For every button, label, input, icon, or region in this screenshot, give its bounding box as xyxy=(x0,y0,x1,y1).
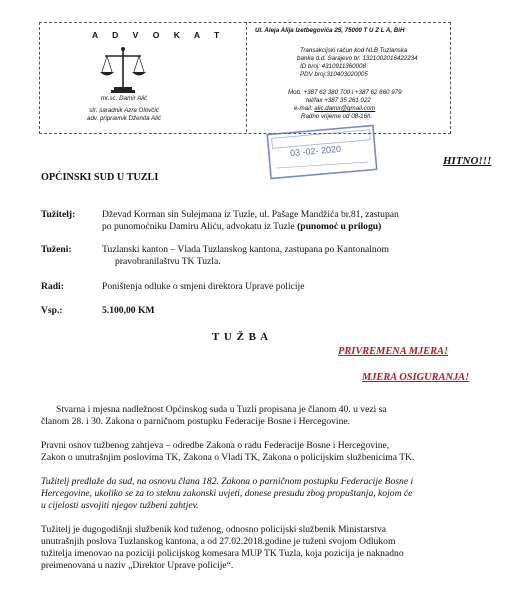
letterhead-associate: str. saradnik Azra Olovčić xyxy=(89,107,159,114)
para-4-line-2: unutrašnjih poslova Tuzlanskog kantona, a od 27.02.2018.godine je tuženi svojom Odlukom xyxy=(41,536,396,547)
para-3-line-1: Tužitelj predlaže da sud, na osnovu člana 182. Zakona o parničnom postupku Federacije Bosne i xyxy=(41,476,414,487)
letterhead-title: A D V O K A T xyxy=(92,30,226,40)
letterhead-divider xyxy=(246,22,247,132)
tuzeni-line-1: Tuzlanski kanton – Vlada Tuzlanskog kantona, zastupana po Kantonalnom xyxy=(102,244,389,255)
stamp-date: 03 -02- 2020 xyxy=(289,143,342,159)
para-2-line-2: Zakon o unutrašnjim poslovima TK, Zakona o Vladi TK, Zakona o policijskim službenicima TK. xyxy=(41,452,415,463)
letterhead-pdv: PDV broj:310403020005 xyxy=(300,71,368,78)
email-label: e-mail: xyxy=(294,105,315,112)
vsp-label: Vsp.: xyxy=(41,305,63,316)
letterhead-id: ID broj: 4310911360008 xyxy=(300,63,366,70)
document-title: T U Ž B A xyxy=(212,331,270,343)
letterhead-hours: Radno vrijeme od 08-16h. xyxy=(301,113,373,120)
security-measure-heading: MJERA OSIGURANJA! xyxy=(362,372,470,383)
para-4-line-3: tužitelja imenovao na poziciji policijskog komesara MUP TK Tuzla, koja pozicija je naknadno xyxy=(41,548,404,559)
letterhead-address: Ul. Aleja Alija Izetbegovića 25, 75000 T U Z L A, BiH xyxy=(255,27,405,34)
tuzitelj-label: Tužitelj: xyxy=(41,209,76,220)
tuzeni-label: Tuženi: xyxy=(41,244,72,255)
para-2-line-1: Pravni osnov tužbenog zahtjeva – odredbe Zakona o radu Federacije Bosne i Hercegovine, xyxy=(41,440,390,451)
para-1-line-2: članom 28. i 30. Zakona o parničnom postupku Federacije Bosne i Hercegovine. xyxy=(41,416,351,427)
interim-measure-heading: PRIVREMENA MJERA! xyxy=(338,346,449,357)
tuzitelj-poa-note: (punomoć u prilogu) xyxy=(297,221,382,232)
letterhead-email-line xyxy=(294,105,375,113)
vsp-value: 5.100,00 KM xyxy=(102,305,155,316)
scales-of-justice-icon xyxy=(99,44,147,94)
tuzitelj-line-2 xyxy=(102,221,381,233)
hitno-label xyxy=(443,155,491,167)
para-4-line-1: Tužitelj je dugogodišnji službenik kod tuženog, odnosno policijski službenik Ministarstva xyxy=(41,524,386,535)
para-3-line-2: Hercegovine, ukoliko se za to steknu zakonski uvjeti, donese presudu zbog propuštanja, kojom će xyxy=(41,488,413,499)
tuzitelj-attorney: po punomoćniku Damiru Aliću, advokatu iz Tuzle xyxy=(102,221,298,232)
court-name: OPĆINSKI SUD U TUZLI xyxy=(41,172,159,183)
email-link[interactable]: alic.damir@gmail.com xyxy=(314,105,376,112)
tuzitelj-line-1: Dževad Korman sin Sulejmana iz Tuzle, ul. Pašage Mandžića br.81, zastupan xyxy=(102,209,399,220)
letterhead-bank-2: banka d.d. Sarajevo br. 1321002016422234 xyxy=(297,55,418,62)
tuzeni-line-2: pravobranilaštvu TK Tuzla. xyxy=(115,256,221,267)
radi-text: Poništenja odluke o smjeni direktora Uprave policije xyxy=(102,281,305,292)
hitno-text: HITNO!!! xyxy=(443,155,492,167)
letterhead-mob: Mob. +387 62 380 700 i +387 62 660 979 xyxy=(288,89,402,96)
letterhead-intern: adv. pripravnik Dženita Alić xyxy=(87,115,161,122)
letterhead-bank-1: Transakcijski račun kod NLB Tuzlanska xyxy=(300,47,408,54)
letterhead-telfax: tel/fax +387 35 261 022 xyxy=(306,97,371,104)
para-3-line-3: u cijelosti usvojiti njegov tužbeni zahtjev. xyxy=(41,500,199,511)
radi-label: Radi: xyxy=(41,281,64,292)
para-1-line-1: Stvarna i mjesna nadležnost Općinskog suda u Tuzli propisana je članom 40. u vezi sa xyxy=(56,404,387,415)
para-4-line-4: preimenovana u naziv „Direktor Uprave policije“. xyxy=(41,560,234,571)
letterhead-lawyer: mr.sc. Damir Alić xyxy=(100,95,148,102)
